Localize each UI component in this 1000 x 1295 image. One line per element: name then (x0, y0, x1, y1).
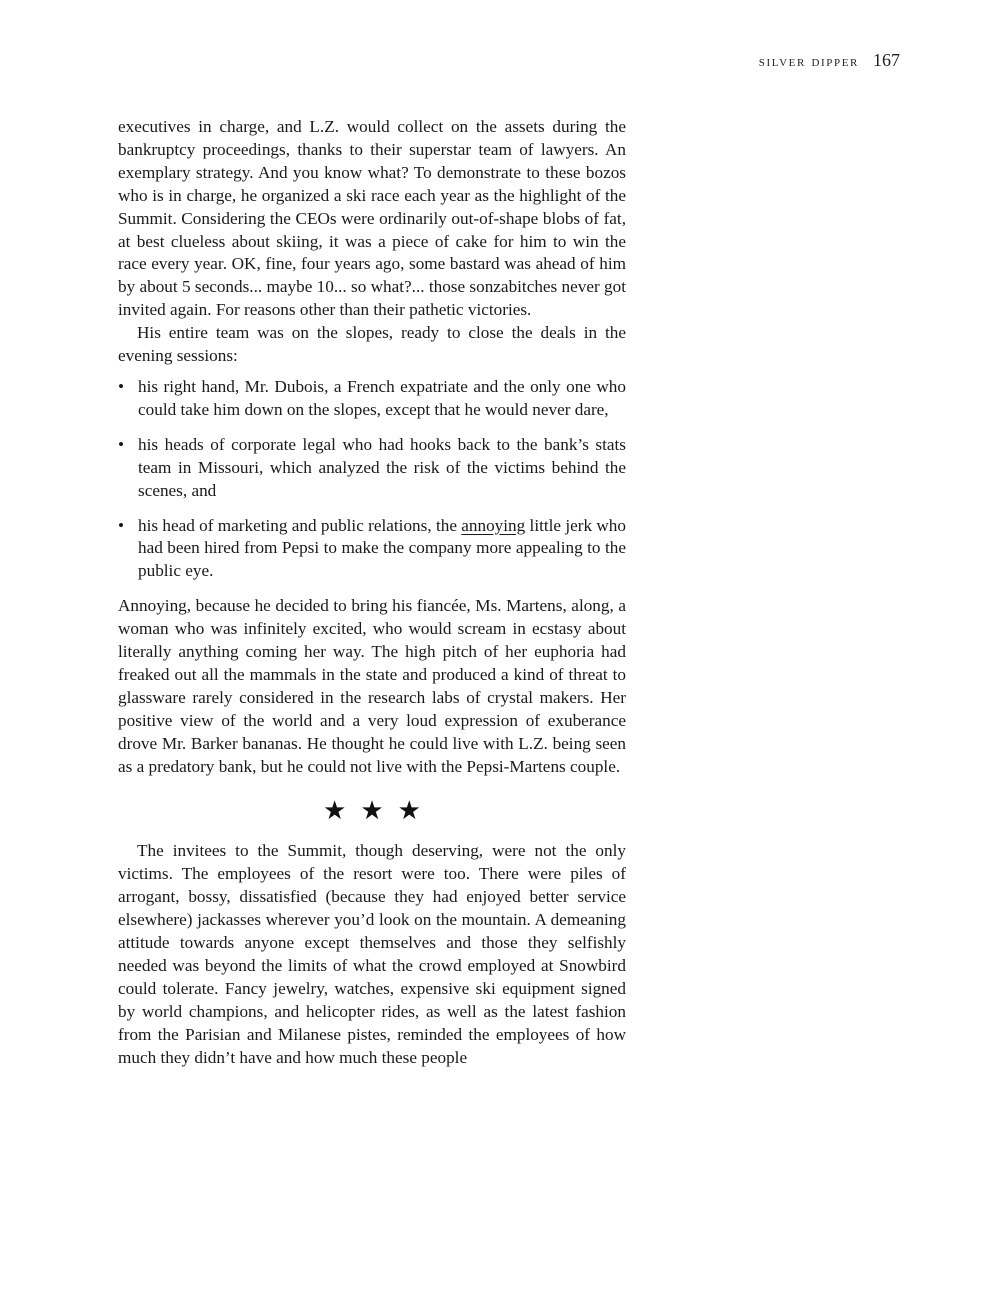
paragraph-4: The invitees to the Summit, though deserving, were not the only victims. The employees of the resort were too. There were piles of arrogant, bossy, dissatisfied (because they had enjoyed better service elsewhere) jackasses wherever you’d look on the mountain. A demeaning attitude towards anyone except themselves and those they selfishly needed was beyond the limits of what the crowd employed at Snowbird could tolerate. Fancy jewelry, watches, expensive ski equipment signed by world champions, and helicopter rides, as well as the latest fashion from the Parisian and Milanese pistes, reminded the employees of how much they didn’t have and how much these people (118, 841, 626, 1067)
list-item (118, 515, 626, 584)
list-item (118, 434, 626, 503)
page-number: 167 (873, 50, 900, 70)
section-break-stars: ★★★ (323, 796, 435, 827)
list-item-text-end: little jerk who had been hired from Pepsi to make the company more appealing to the public eye. (138, 515, 626, 581)
underlined-word: annoying (461, 515, 526, 535)
body-text (118, 116, 626, 1069)
paragraph-3: Annoying, because he decided to bring his fiancée, Ms. Martens, along, a woman who was infinitely excited, who would scream in ecstasy about literally anything coming her way. The high pitch of her euphoria had freaked out all the mammals in the state and produced a kind of threat to glassware rarely considered in the research labs of crystal makers. Her positive view of the world and a very loud expression of exuberance drove Mr. Barker bananas. He thought he could live with L.Z. being seen as a predatory bank, but he could not live with the Pepsi-Martens couple. (118, 596, 626, 776)
bullet-icon: • (118, 515, 125, 535)
bullet-icon: • (118, 376, 125, 396)
chapter-title: silver dipper (758, 53, 859, 70)
list-item-text: his right hand, Mr. Dubois, a French expatriate and the only one who could take him down on the slopes, except that he would never dare, (138, 376, 626, 419)
list-item-text-start: his head of marketing and public relations, the (138, 515, 462, 535)
list-item (118, 376, 626, 422)
list-item-text (138, 516, 626, 581)
team-list (118, 376, 626, 583)
bullet-icon: • (118, 434, 125, 454)
list-item-text: his heads of corporate legal who had hooks back to the bank’s stats team in Missouri, which analyzed the risk of the victims behind the scenes, and (138, 434, 626, 500)
paragraph-1: executives in charge, and L.Z. would collect on the assets during the bankruptcy proceedings, thanks to their superstar team of lawyers. An exemplary strategy. And you know what? To demonstrate to these bozos who is in charge, he organized a ski race each year as the highlight of the Summit. Considering the CEOs were ordinarily out-of-shape blobs of fat, at best clueless about skiing, it was a piece of cake for him to win the race every year. OK, fine, four years ago, some bastard was ahead of him by about 5 seconds... maybe 10... so what?... those sonzabitches never got invited again. For reasons other than their pathetic victories. (118, 117, 626, 320)
paragraph-2: His entire team was on the slopes, ready to close the deals in the evening sessions: (118, 323, 626, 366)
running-header (759, 50, 900, 71)
